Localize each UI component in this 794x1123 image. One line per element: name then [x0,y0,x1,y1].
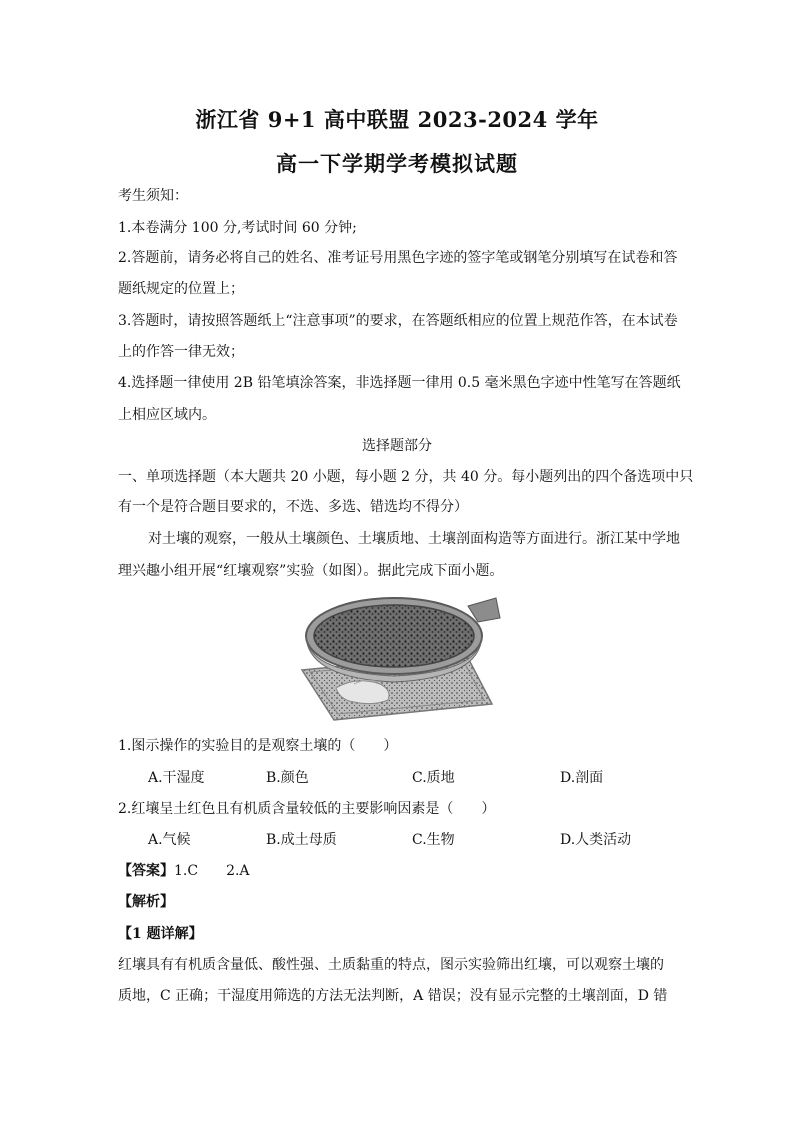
q1-stem: 1.图示操作的实验目的是观察土壤的（ ） [118,738,398,754]
q1-option-b: B.颜色 [266,770,309,786]
notice-item-3b: 上的作答一律无效； [118,344,244,360]
exam-subtitle: 高一下学期学考模拟试题 [276,151,518,176]
answer-label: 【答案】 [118,863,174,879]
notice-heading: 考生须知： [118,188,188,204]
notice-item-2a: 2.答题前，请务必将自己的姓名、准考证号用黑色字迹的签字笔或钢笔分别填写在试卷和答 [118,250,678,266]
part1-instruction-b: 有一个是符合题目要求的，不选、多选、错选均不得分） [118,499,468,515]
q1-detail-label: 【1 题详解】 [118,926,203,942]
answer-row [118,861,250,881]
exam-title: 浙江省 9+1 高中联盟 2023-2024 学年 [195,107,599,132]
notice-item-4b: 上相应区域内。 [118,407,216,423]
q2-stem: 2.红壤呈土红色且有机质含量较低的主要影响因素是（ ） [118,801,496,817]
answer-text: 1.C 2.A [174,863,250,879]
analysis-label: 【解析】 [118,894,174,910]
section-heading: 选择题部分 [362,438,432,454]
notice-item-1: 1.本卷满分 100 分,考试时间 60 分钟; [118,220,357,236]
explanation-line-2: 质地，C 正确；干湿度用筛选的方法无法判断，A 错误；没有显示完整的土壤剖面，D 错 [118,988,668,1004]
notice-item-3a: 3.答题时，请按照答题纸上“注意事项”的要求，在答题纸相应的位置上规范作答，在本试卷 [118,313,678,329]
explanation-line-1: 红壤具有有机质含量低、酸性强、土质黏重的特点，图示实验筛出红壤，可以观察土壤的 [118,957,664,973]
notice-item-4a: 4.选择题一律使用 2B 铅笔填涂答案，非选择题一律用 0.5 毫米黑色字迹中性笔写在答题纸 [118,375,681,391]
q2-option-a: A.气候 [148,832,191,848]
q2-option-c: C.生物 [412,832,455,848]
passage-line-2: 理兴趣小组开展“红壤观察”实验（如图）。据此完成下面小题。 [118,563,504,579]
q1-option-a: A.干湿度 [148,770,205,786]
q1-option-d: D.剖面 [560,770,604,786]
q2-option-d: D.人类活动 [560,832,632,848]
q2-option-b: B.成土母质 [266,832,337,848]
q1-option-c: C.质地 [412,770,455,786]
soil-sieve-figure [296,592,502,722]
notice-item-2b: 题纸规定的位置上； [118,281,244,297]
passage-line-1: 对土壤的观察，一般从土壤颜色、土壤质地、土壤剖面构造等方面进行。浙江某中学地 [148,531,680,547]
part1-instruction-a: 一、单项选择题（本大题共 20 小题，每小题 2 分，共 40 分。每小题列出的四个备选项中只 [118,469,694,485]
